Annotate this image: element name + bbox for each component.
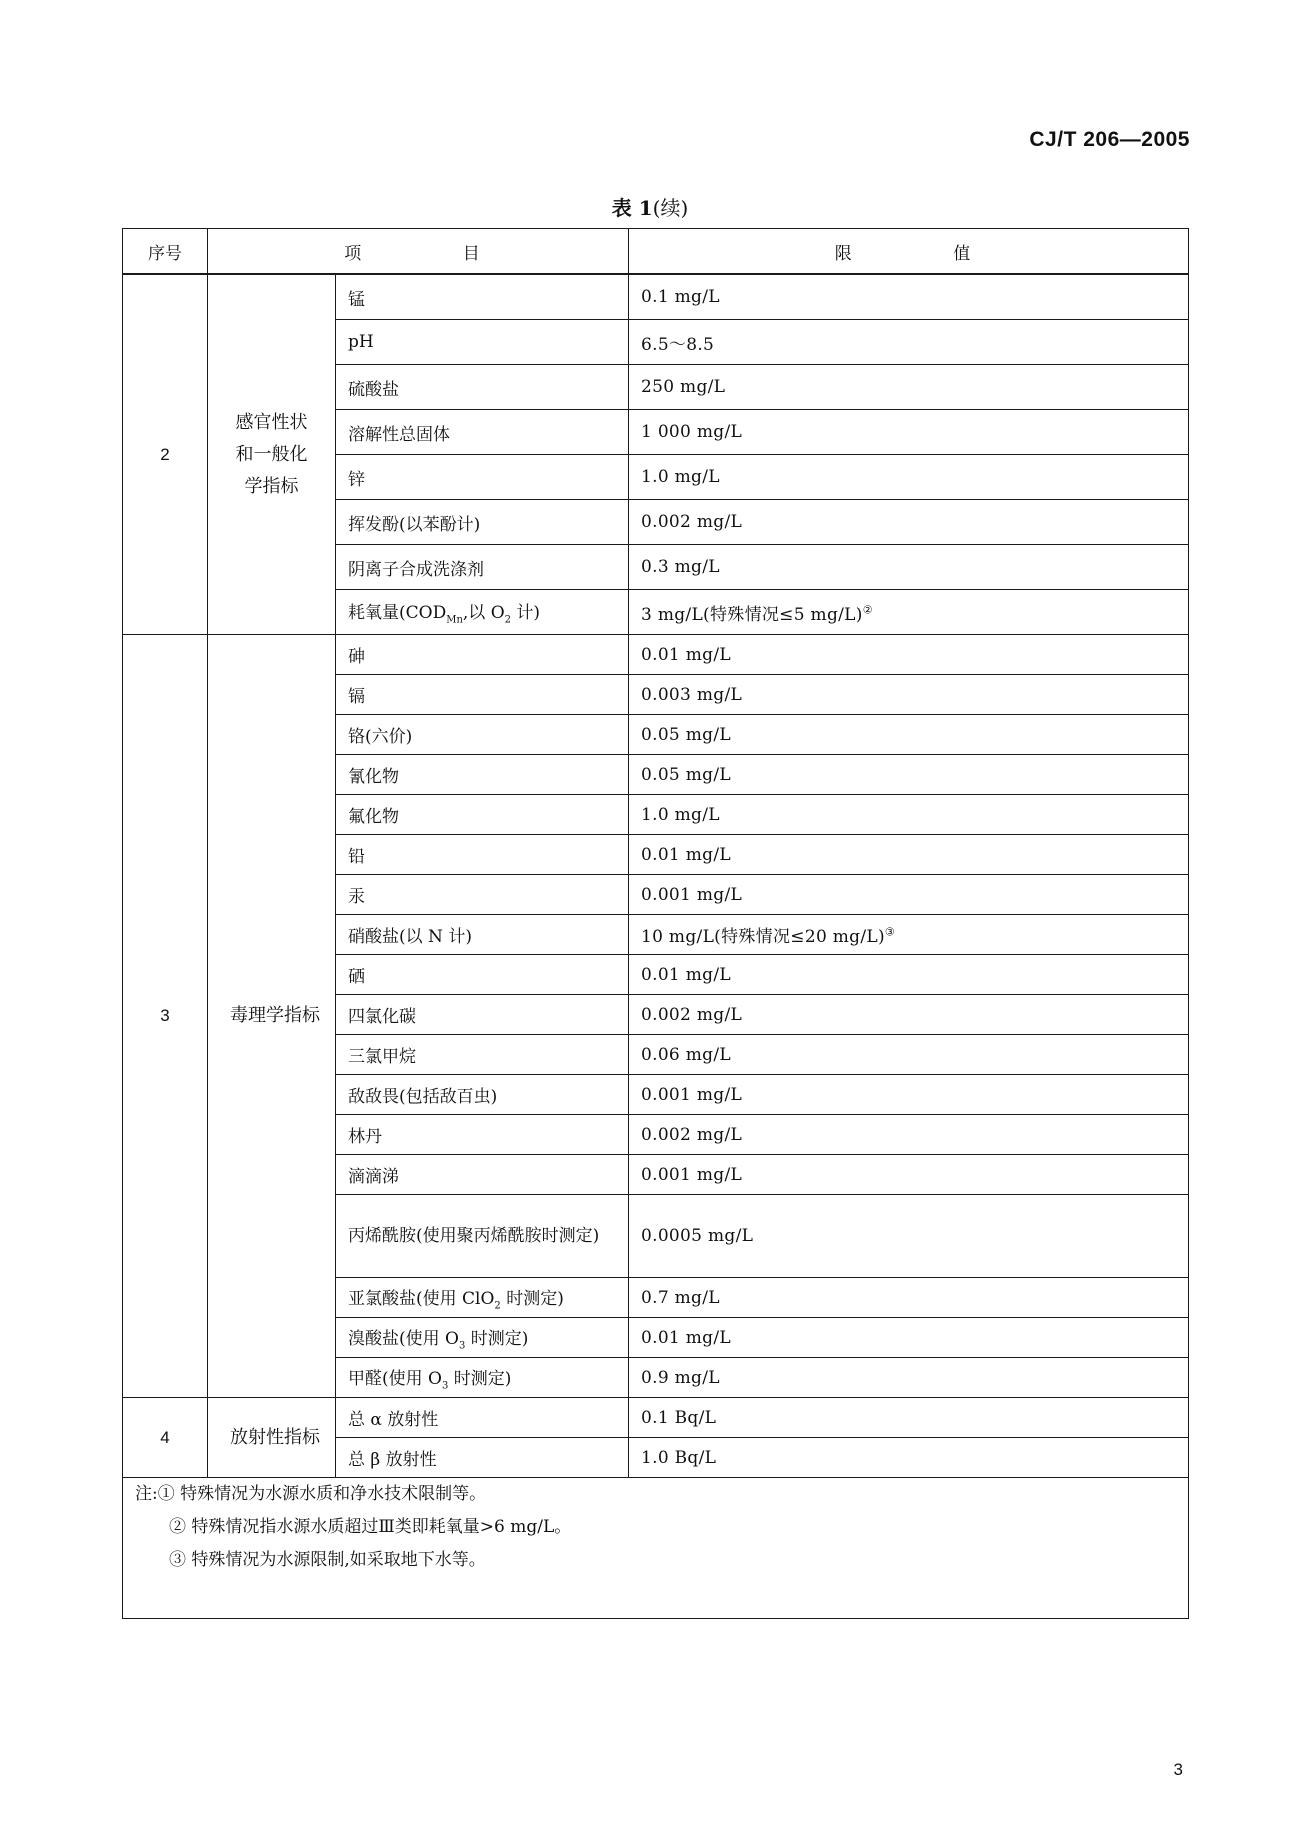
item-limit: 1.0 mg/L xyxy=(629,455,1189,500)
table-row xyxy=(123,274,1189,320)
group-category-label: 感官性状和一般化学指标 xyxy=(235,411,308,497)
item-name: 铬(六价) xyxy=(336,715,629,755)
table-header-row xyxy=(123,229,1189,275)
item-limit: 0.002 mg/L xyxy=(629,500,1189,545)
table-title-main: 表 1 xyxy=(611,196,653,220)
table-title-continued: (续) xyxy=(652,196,689,220)
item-name-sub: Mn xyxy=(446,614,463,626)
item-limit: 0.7 mg/L xyxy=(629,1278,1189,1318)
group-no: 2 xyxy=(123,274,208,635)
item-name: 阴离子合成洗涤剂 xyxy=(336,545,629,590)
item-name-part: 时测定) xyxy=(500,1288,564,1309)
footnote-ref: ③ xyxy=(884,925,896,939)
item-name: 氰化物 xyxy=(336,755,629,795)
item-limit: 0.9 mg/L xyxy=(629,1358,1189,1398)
item-limit: 0.003 mg/L xyxy=(629,675,1189,715)
item-name: 硒 xyxy=(336,955,629,995)
table-title xyxy=(0,192,1300,221)
item-name: 汞 xyxy=(336,875,629,915)
page-number: 3 xyxy=(1173,1760,1183,1779)
item-name-part: 计) xyxy=(511,603,541,624)
header-no: 序号 xyxy=(123,229,208,275)
group-no: 4 xyxy=(123,1398,208,1478)
notes-row xyxy=(123,1478,1189,1619)
item-limit: 0.01 mg/L xyxy=(629,635,1189,675)
limits-table xyxy=(122,228,1189,1619)
item-limit: 0.01 mg/L xyxy=(629,1318,1189,1358)
item-limit: 0.06 mg/L xyxy=(629,1035,1189,1075)
item-name: 滴滴涕 xyxy=(336,1155,629,1195)
item-limit: 0.002 mg/L xyxy=(629,1115,1189,1155)
item-limit: 0.002 mg/L xyxy=(629,995,1189,1035)
item-limit: 0.05 mg/L xyxy=(629,715,1189,755)
group-no: 3 xyxy=(123,635,208,1398)
item-name xyxy=(336,590,629,635)
item-name: pH xyxy=(336,320,629,365)
footnote-ref: ② xyxy=(862,602,873,616)
note-line: ③ 特殊情况为水源限制,如采取地下水等。 xyxy=(169,1550,486,1570)
item-name-part: 溴酸盐(使用 O xyxy=(348,1328,459,1349)
item-limit-text: 3 mg/L(特殊情况≤5 mg/L) xyxy=(641,604,863,625)
item-name: 镉 xyxy=(336,675,629,715)
group-category xyxy=(208,274,336,635)
item-name-part: 耗氧量(COD xyxy=(348,603,447,624)
item-limit: 1.0 Bq/L xyxy=(629,1438,1189,1478)
item-name: 锌 xyxy=(336,455,629,500)
item-name: 总 α 放射性 xyxy=(336,1398,629,1438)
item-name-sub: 3 xyxy=(458,1340,466,1352)
item-limit: 0.1 mg/L xyxy=(629,274,1189,320)
item-limit: 0.001 mg/L xyxy=(629,875,1189,915)
item-limit: 0.01 mg/L xyxy=(629,955,1189,995)
group-category xyxy=(208,1398,336,1478)
item-name: 丙烯酰胺(使用聚丙烯酰胺时测定) xyxy=(336,1195,629,1278)
item-name: 敌敌畏(包括敌百虫) xyxy=(336,1075,629,1115)
item-limit: 1.0 mg/L xyxy=(629,795,1189,835)
item-name-sub: 2 xyxy=(494,1300,501,1312)
item-limit: 0.001 mg/L xyxy=(629,1155,1189,1195)
item-limit-text: 10 mg/L(特殊情况≤20 mg/L) xyxy=(641,927,885,947)
table-row xyxy=(123,1398,1189,1438)
item-limit: 1 000 mg/L xyxy=(629,410,1189,455)
item-name: 铅 xyxy=(336,835,629,875)
item-name-part: 时测定) xyxy=(465,1328,529,1349)
item-name: 林丹 xyxy=(336,1115,629,1155)
group-category xyxy=(208,635,336,1398)
item-name xyxy=(336,1318,629,1358)
item-name: 四氯化碳 xyxy=(336,995,629,1035)
item-name-part: ,以 O xyxy=(462,603,505,624)
item-limit: 0.001 mg/L xyxy=(629,1075,1189,1115)
standard-code: CJ/T 206—2005 xyxy=(1029,128,1190,151)
item-limit: 0.05 mg/L xyxy=(629,755,1189,795)
note-line xyxy=(135,1478,1176,1511)
item-name xyxy=(336,1278,629,1318)
item-name-part: 甲醛(使用 O xyxy=(348,1368,442,1389)
item-name xyxy=(336,1358,629,1398)
item-name-part: 时测定) xyxy=(448,1368,512,1389)
item-limit: 0.01 mg/L xyxy=(629,835,1189,875)
item-name-part: 亚氯酸盐(使用 ClO xyxy=(348,1288,495,1309)
item-name: 三氯甲烷 xyxy=(336,1035,629,1075)
table-row xyxy=(123,635,1189,675)
header-limit: 限 值 xyxy=(629,229,1189,275)
item-limit: 250 mg/L xyxy=(629,365,1189,410)
note-line: ② 特殊情况指水源水质超过Ⅲ类即耗氧量>6 mg/L。 xyxy=(169,1517,572,1537)
notes xyxy=(123,1478,1189,1619)
group-category-label: 放射性指标 xyxy=(230,1426,320,1448)
item-name-sub: 3 xyxy=(441,1380,449,1392)
item-limit: 0.1 Bq/L xyxy=(629,1398,1189,1438)
item-name: 溶解性总固体 xyxy=(336,410,629,455)
item-name: 硝酸盐(以 N 计) xyxy=(336,915,629,955)
item-limit: 0.3 mg/L xyxy=(629,545,1189,590)
item-name: 总 β 放射性 xyxy=(336,1438,629,1478)
item-name: 砷 xyxy=(336,635,629,675)
item-name-sub: 2 xyxy=(504,614,512,626)
item-limit: 0.0005 mg/L xyxy=(629,1195,1189,1278)
header-item: 项 目 xyxy=(208,229,629,275)
item-limit xyxy=(629,590,1189,635)
item-limit xyxy=(629,915,1189,955)
item-limit: 6.5～8.5 xyxy=(629,320,1189,365)
group-category-label: 毒理学指标 xyxy=(230,1005,320,1026)
item-name: 氟化物 xyxy=(336,795,629,835)
item-name: 硫酸盐 xyxy=(336,365,629,410)
note-prefix: 注: xyxy=(135,1484,158,1504)
item-name: 挥发酚(以苯酚计) xyxy=(336,500,629,545)
item-name: 锰 xyxy=(336,274,629,320)
note-text: ① 特殊情况为水源水质和净水技术限制等。 xyxy=(157,1484,487,1504)
